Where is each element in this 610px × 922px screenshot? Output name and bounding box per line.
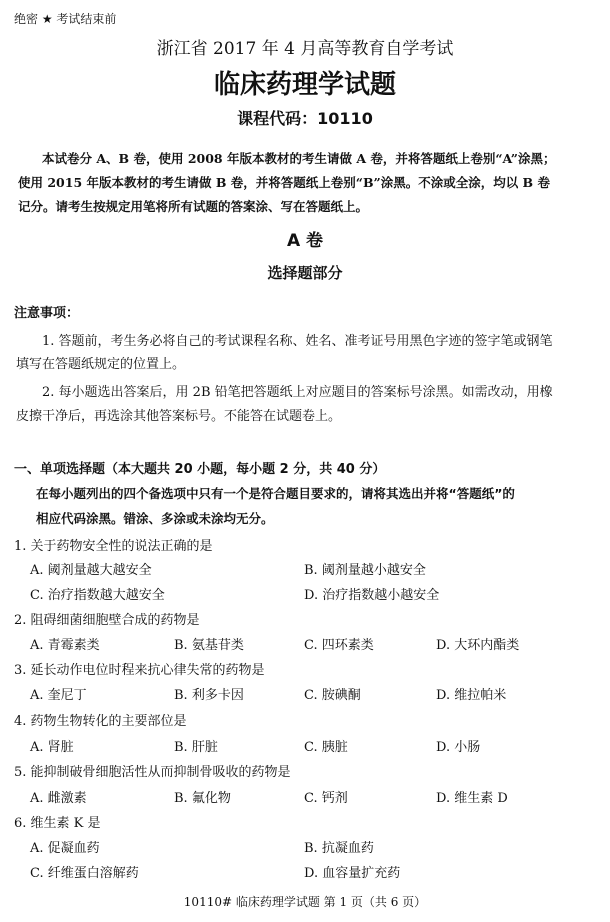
- option-d: D. 血容量扩充药: [304, 866, 401, 881]
- option-a: A. 肾脏: [30, 740, 74, 755]
- confidential-label: 绝密 ★ 考试结束前: [14, 12, 117, 26]
- option-b: B. 氟化物: [174, 791, 231, 806]
- notice-item: 1. 答题前，考生务必将自己的考试课程名称、姓名、准考证号用黑色字迹的签字笔或钢笔: [42, 334, 553, 349]
- option-c: C. 纤维蛋白溶解药: [30, 866, 139, 881]
- option-a: A. 促凝血药: [30, 841, 100, 856]
- option-c: C. 胰脏: [304, 740, 348, 755]
- notice-item-continued: 皮擦干净后，再选涂其他答案标号。不能答在试题卷上。: [16, 409, 342, 424]
- subject-title: 临床药理学试题: [213, 70, 396, 100]
- option-d: D. 维拉帕米: [436, 688, 507, 703]
- intro-line: 使用 2015 年版本教材的考生请做 B 卷，并将答题纸上卷别“B”涂黑。不涂或全涂，均以 B 卷: [18, 175, 550, 190]
- intro-line: 记分。请考生按规定用笔将所有试题的答案涂、写在答题纸上。: [18, 199, 369, 214]
- option-a: A. 阈剂量越大越安全: [30, 563, 152, 578]
- page-footer: 10110# 临床药理学试题 第 1 页（共 6 页）: [183, 895, 427, 909]
- intro-line: 本试卷分 A、B 卷，使用 2008 年版本教材的考生请做 A 卷，并将答题纸上卷别“A”涂黑；: [42, 151, 556, 166]
- option-c: C. 治疗指数越大越安全: [30, 588, 165, 603]
- question-stem: 5. 能抑制破骨细胞活性从而抑制骨吸收的药物是: [14, 765, 291, 780]
- option-d: D. 维生素 D: [436, 791, 508, 806]
- option-b: B. 阈剂量越小越安全: [304, 563, 426, 578]
- exam-title: 浙江省 2017 年 4 月高等教育自学考试: [156, 39, 454, 59]
- question-stem: 2. 阻碍细菌细胞壁合成的药物是: [14, 613, 200, 628]
- course-code: 课程代码：10110: [237, 109, 373, 128]
- section-instruction: 在每小题列出的四个备选项中只有一个是符合题目要求的，请将其选出并将“答题纸”的: [36, 486, 515, 501]
- option-a: A. 青霉素类: [30, 638, 100, 653]
- question-stem: 3. 延长动作电位时程来抗心律失常的药物是: [14, 663, 265, 678]
- option-b: B. 肝脏: [174, 740, 218, 755]
- part-heading: 选择题部分: [267, 264, 343, 282]
- section-instruction: 相应代码涂黑。错涂、多涂或未涂均无分。: [36, 511, 274, 526]
- section-title: 一、单项选择题（本大题共 20 小题，每小题 2 分，共 40 分）: [14, 462, 386, 477]
- paper-label: A 卷: [286, 231, 324, 251]
- option-d: D. 小肠: [436, 740, 481, 755]
- question-stem: 1. 关于药物安全性的说法正确的是: [14, 539, 213, 554]
- option-b: B. 利多卡因: [174, 688, 244, 703]
- option-b: B. 氨基苷类: [174, 638, 244, 653]
- option-b: B. 抗凝血药: [304, 841, 374, 856]
- notice-item-continued: 填写在答题纸规定的位置上。: [16, 357, 186, 372]
- option-c: C. 钙剂: [304, 791, 348, 806]
- option-d: D. 治疗指数越小越安全: [304, 588, 440, 603]
- question-stem: 4. 药物生物转化的主要部位是: [14, 714, 187, 729]
- option-c: C. 四环素类: [304, 638, 374, 653]
- option-a: A. 雌激素: [30, 791, 87, 806]
- notice-item: 2. 每小题选出答案后，用 2B 铅笔把答题纸上对应题目的答案标号涂黑。如需改动，用橡: [42, 385, 553, 400]
- option-a: A. 奎尼丁: [30, 688, 87, 703]
- notice-title: 注意事项：: [14, 306, 80, 321]
- question-stem: 6. 维生素 K 是: [14, 816, 101, 831]
- option-d: D. 大环内酯类: [436, 638, 520, 653]
- option-c: C. 胺碘酮: [304, 688, 361, 703]
